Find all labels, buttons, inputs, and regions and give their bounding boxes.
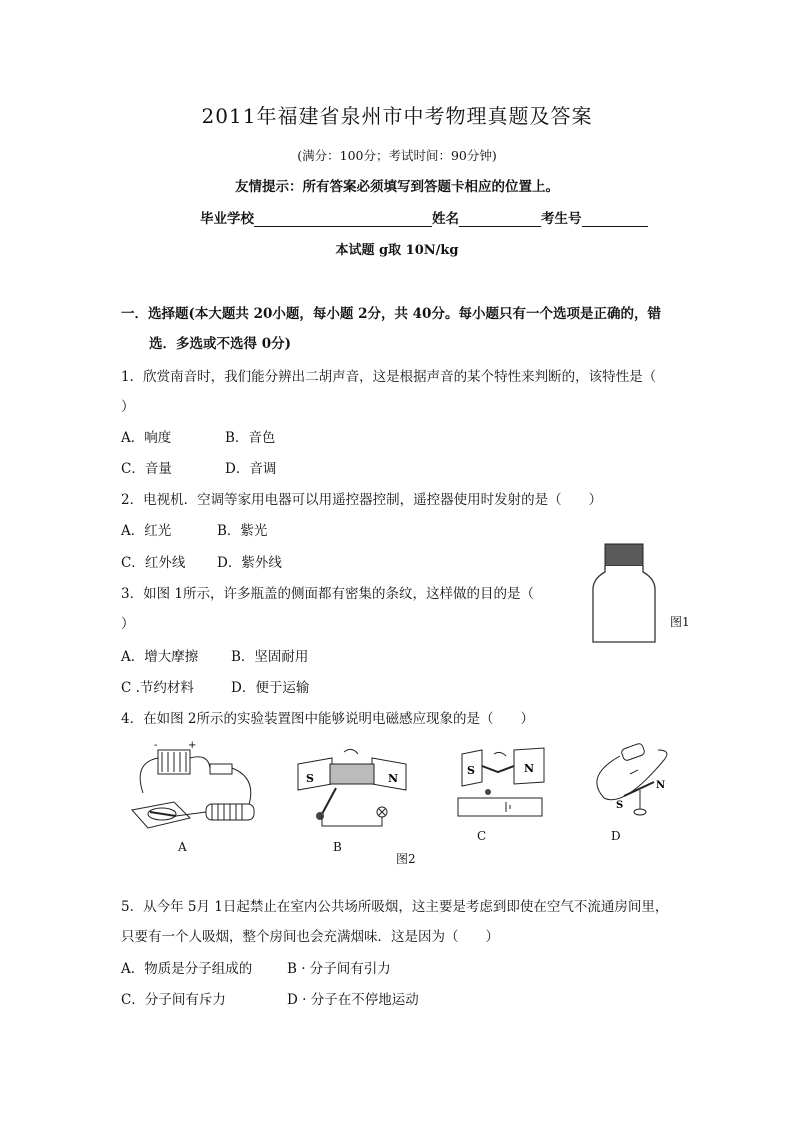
q2-option-b[interactable]: B．紫光	[217, 523, 268, 539]
question-3-cont: ）	[121, 616, 135, 632]
student-info-line	[200, 207, 648, 227]
figure2-d-pole-s: S	[616, 800, 624, 811]
figure2-b-pole-n: N	[388, 772, 399, 785]
section1-heading: 一．选择题(本大题共 20小题，每小题 2分，共 40分。每小题只有一个选项是正确的，错	[121, 306, 661, 322]
q2-option-d[interactable]: D．紫外线	[217, 555, 282, 571]
svg-text:-: -	[154, 740, 158, 751]
figure2-d-pole-n: N	[656, 780, 666, 791]
name-blank[interactable]	[459, 212, 541, 227]
question-2: 2．电视机．空调等家用电器可以用遥控器控制，遥控器使用时发射的是（ ）	[121, 492, 603, 508]
q3-option-d[interactable]: D．便于运输	[231, 680, 310, 696]
figure2-panel-d-compass	[584, 738, 676, 826]
question-1-cont: ）	[121, 399, 135, 415]
exam-no-label: 考生号	[541, 211, 582, 227]
figure2-panel-a-battery-circuit	[128, 738, 268, 836]
q2-option-c[interactable]: C．红外线	[121, 555, 186, 571]
q1-option-c[interactable]: C．音量	[121, 461, 172, 477]
svg-text:+: +	[188, 740, 197, 751]
figure2-panel-b-magnet-coil	[292, 742, 412, 830]
figure2-caption: 图2	[396, 852, 416, 866]
q2-option-a[interactable]: A．红光	[121, 523, 172, 539]
figure2-label-d: D	[611, 829, 621, 843]
question-3: 3．如图 1所示，许多瓶盖的侧面都有密集的条纹，这样做的目的是（	[121, 586, 534, 602]
g-note: 本试题 g取 10N/kg	[335, 243, 459, 258]
figure2-label-a: A	[178, 840, 187, 854]
question-5: 5．从今年 5月 1日起禁止在室内公共场所吸烟，这主要是考虑到即使在空气不流通房间里，	[121, 899, 669, 915]
section1-heading-cont: 选．多选或不选得 0分)	[149, 336, 291, 352]
figure2-c-pole-n: N	[524, 762, 535, 775]
figure1-bottle-icon	[590, 542, 660, 646]
page-title: 2011年福建省泉州市中考物理真题及答案	[201, 104, 593, 128]
q1-option-b[interactable]: B．音色	[225, 430, 276, 446]
figure2-label-b: B	[333, 840, 342, 854]
school-blank[interactable]	[254, 212, 432, 227]
q1-option-a[interactable]: A．响度	[121, 430, 172, 446]
figure2-b-pole-s: S	[306, 772, 314, 785]
question-5-cont: 只要有一个人吸烟，整个房间也会充满烟味．这是因为（ ）	[121, 929, 499, 945]
q5-option-d[interactable]: D · 分子在不停地运动	[287, 992, 419, 1008]
exam-meta: (满分：100分；考试时间：90分钟)	[297, 148, 497, 163]
q5-option-a[interactable]: A．物质是分子组成的	[121, 961, 253, 977]
figure2-c-pole-s: S	[467, 764, 475, 777]
q5-option-b[interactable]: B · 分子间有引力	[287, 961, 391, 977]
q3-option-b[interactable]: B．坚固耐用	[231, 649, 309, 665]
exam-no-blank[interactable]	[582, 212, 648, 227]
figure2-label-c: C	[477, 829, 487, 843]
friendly-tip: 友情提示：所有答案必须填写到答题卡相应的位置上。	[235, 179, 559, 195]
name-label: 姓名	[432, 211, 459, 227]
q1-option-d[interactable]: D．音调	[225, 461, 277, 477]
question-4: 4．在如图 2所示的实验装置图中能够说明电磁感应现象的是（ ）	[121, 711, 534, 727]
q5-option-c[interactable]: C．分子间有斥力	[121, 992, 226, 1008]
question-1: 1．欣赏南音时，我们能分辨出二胡声音，这是根据声音的某个特性来判断的，该特性是（	[121, 369, 657, 385]
figure1-caption: 图1	[670, 615, 690, 629]
school-label: 毕业学校	[200, 211, 254, 227]
q3-option-a[interactable]: A．增大摩擦	[121, 649, 199, 665]
q3-option-c[interactable]: C .节约材料	[121, 680, 194, 696]
figure2-panel-c-magnet-rod	[448, 744, 558, 820]
